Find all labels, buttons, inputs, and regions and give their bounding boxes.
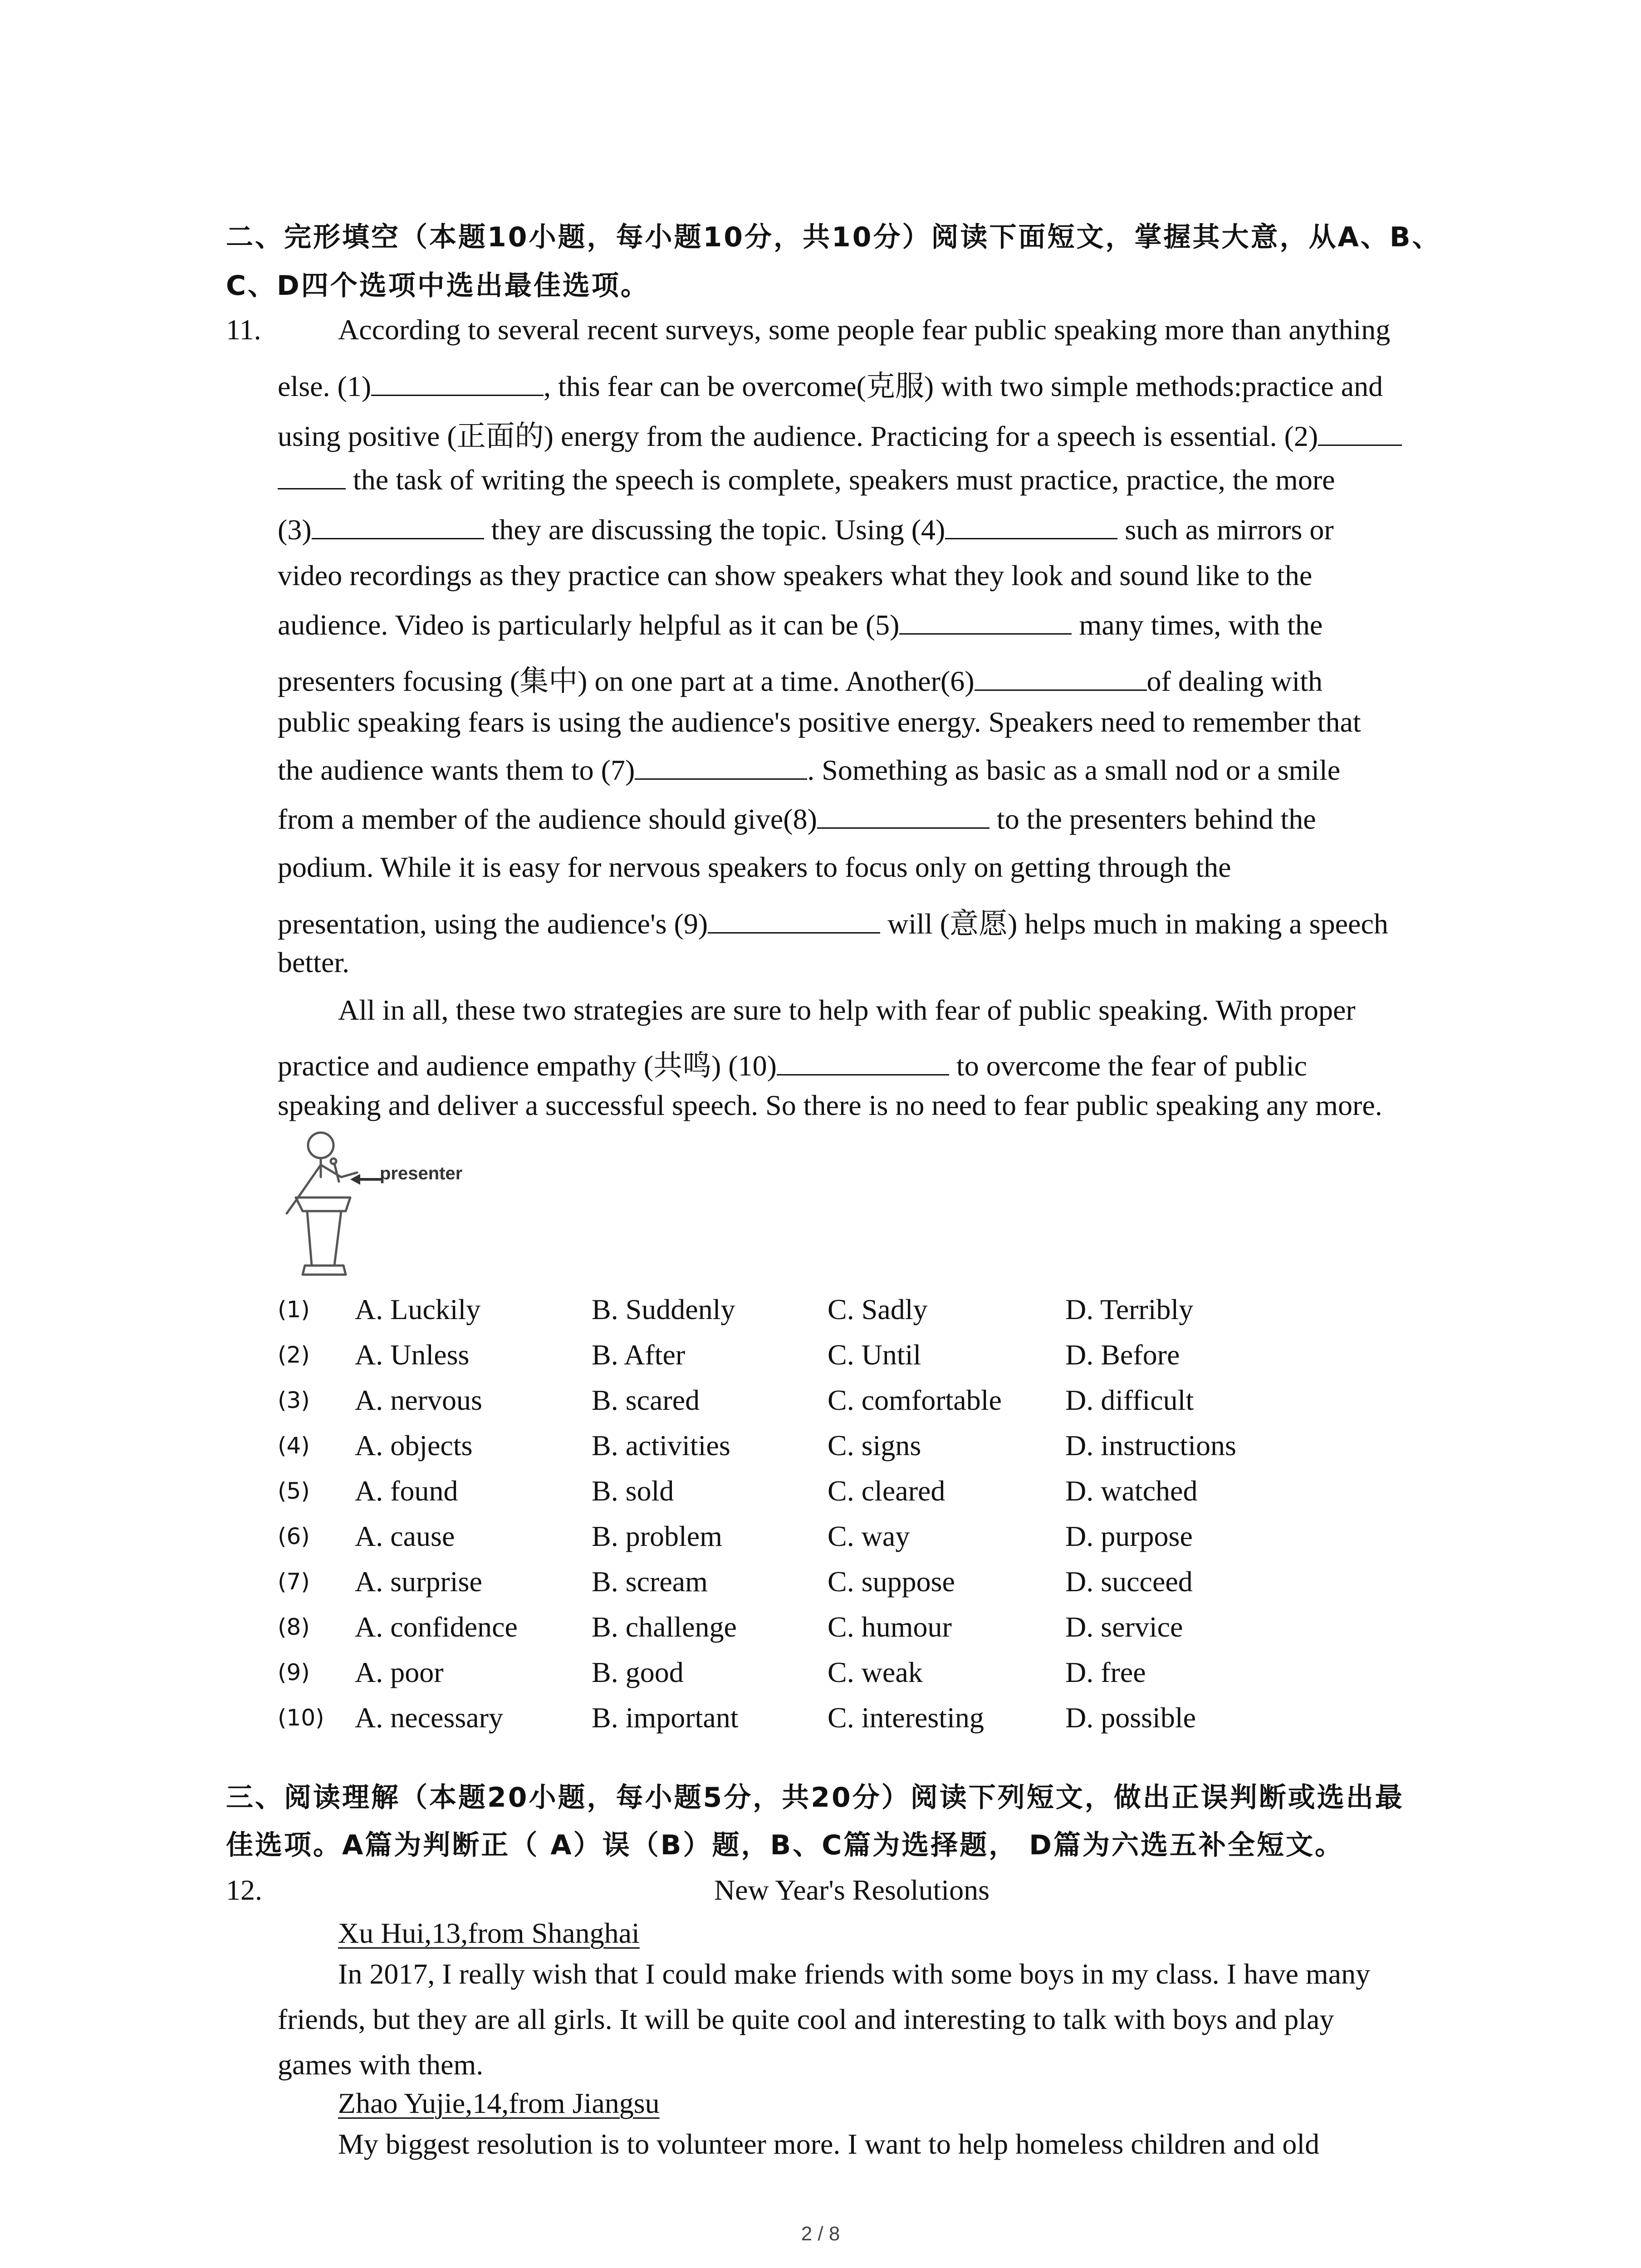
option-number: (8) (278, 1614, 310, 1640)
option-a: A. confidence (355, 1611, 518, 1643)
option-a: A. necessary (355, 1701, 503, 1734)
passage-text: they are discussing the topic. Using (4) (484, 513, 945, 546)
q12-line: In 2017, I really wish that I could make friends with some boys in my class. I have many (338, 1958, 1371, 1990)
presenter-illustration (278, 1129, 500, 1279)
blank-10 (777, 1049, 949, 1075)
option-a: A. found (355, 1475, 458, 1507)
option-c: C. interesting (828, 1701, 984, 1734)
passage-text: to the presenters behind the (989, 803, 1316, 835)
q11-line (278, 608, 1323, 642)
option-d: D. succeed (1065, 1565, 1193, 1598)
option-a: A. poor (355, 1656, 444, 1688)
presenter-figure (278, 1129, 500, 1279)
presenter-label: presenter (380, 1163, 463, 1183)
section3-heading-line1: 三、阅读理解（本题20小题，每小题5分，共20分）阅读下列短文，做出正误判断或选出最 (226, 1782, 1404, 1813)
option-number: (10) (278, 1705, 324, 1731)
option-d: D. free (1065, 1656, 1146, 1688)
q11-line (278, 900, 1388, 942)
q12-line: My biggest resolution is to volunteer more. I want to help homeless children and old (338, 2128, 1320, 2160)
option-a: A. objects (355, 1429, 473, 1461)
option-b: B. good (592, 1656, 684, 1688)
option-row (278, 1520, 1367, 1565)
option-d: D. Terribly (1065, 1293, 1194, 1325)
option-a: A. surprise (355, 1565, 482, 1598)
blank-7 (635, 753, 807, 780)
q11-line: speaking and deliver a successful speech. So there is no need to fear public speaking any more. (278, 1089, 1382, 1121)
section2-heading-line1: 二、完形填空（本题10小题，每小题10分，共10分）阅读下面短文，掌握其大意，从A、B、 (226, 221, 1441, 253)
option-a: A. cause (355, 1520, 455, 1552)
option-row (278, 1656, 1367, 1701)
option-c: C. suppose (828, 1565, 955, 1598)
option-b: B. challenge (592, 1611, 737, 1643)
blank-4 (945, 513, 1117, 539)
option-b: B. problem (592, 1520, 722, 1552)
option-c: C. Until (828, 1339, 921, 1371)
passage-text: , this fear can be overcome(克服) with two simple methods:practice and (544, 370, 1383, 402)
passage-text: the task of writing the speech is complete, speakers must practice, practice, the more (346, 464, 1335, 496)
q11-line (278, 463, 1335, 497)
q11-line (278, 413, 1402, 455)
option-d: D. Before (1065, 1339, 1180, 1371)
q11-number: 11. (226, 313, 261, 346)
blank-1 (371, 369, 544, 396)
q12-number: 12. (226, 1874, 262, 1906)
option-d: D. service (1065, 1611, 1183, 1643)
section3-heading-line2: 佳选项。A篇为判断正（ A）误（B）题，B、C篇为选择题， D篇为六选五补全短文。 (226, 1829, 1344, 1861)
blank-6 (975, 664, 1147, 691)
option-c: C. way (828, 1520, 910, 1552)
blank-9 (708, 907, 880, 934)
option-row (278, 1474, 1367, 1520)
option-row (278, 1383, 1367, 1429)
option-b: B. After (592, 1339, 686, 1371)
passage-text: audience. Video is particularly helpful as it can be (5) (278, 609, 900, 641)
section2-heading-line2: C、D四个选项中选出最佳选项。 (226, 270, 650, 302)
passage-text: of dealing with (1146, 665, 1323, 697)
passage-text: (3) (278, 513, 312, 546)
q11-line (278, 753, 1340, 787)
page-number: 2 / 8 (801, 2223, 840, 2245)
option-b: B. sold (592, 1475, 674, 1507)
option-d: D. difficult (1065, 1384, 1194, 1416)
option-d: D. purpose (1065, 1520, 1193, 1552)
option-number: (4) (278, 1432, 310, 1459)
option-number: (5) (278, 1478, 310, 1504)
blank-8 (817, 802, 989, 829)
option-b: B. activities (592, 1429, 730, 1461)
option-number: (7) (278, 1569, 310, 1595)
q11-line (278, 363, 1383, 405)
q11-line (278, 1042, 1307, 1084)
passage-text: will (意愿) helps much in making a speech (880, 908, 1388, 940)
option-c: C. signs (828, 1429, 921, 1461)
option-b: B. scream (592, 1565, 708, 1598)
blank-5 (899, 608, 1072, 635)
option-d: D. watched (1065, 1475, 1198, 1507)
option-number: (3) (278, 1387, 310, 1413)
q11-line (278, 513, 1334, 547)
option-row (278, 1338, 1367, 1383)
q11-line: According to several recent surveys, some people fear public speaking more than anything (338, 313, 1391, 346)
q11-line (278, 658, 1323, 699)
passage-text: the audience wants them to (7) (278, 754, 635, 786)
passage-text: to overcome the fear of public (949, 1050, 1307, 1082)
passage-text: such as mirrors or (1117, 513, 1334, 546)
option-b: B. scared (592, 1384, 700, 1416)
option-b: B. Suddenly (592, 1293, 735, 1325)
passage-text: using positive (正面的) energy from the audience. Practicing for a speech is essential. (2) (278, 420, 1318, 452)
q11-line: public speaking fears is using the audience's positive energy. Speakers need to remember that (278, 706, 1361, 738)
option-row (278, 1610, 1367, 1656)
option-d: D. possible (1065, 1701, 1196, 1734)
blank-2 (1318, 419, 1402, 446)
passage-text: . Something as basic as a small nod or a smile (807, 754, 1341, 786)
option-b: B. important (592, 1701, 739, 1734)
q12-line: friends, but they are all girls. It will be quite cool and interesting to talk with boys and play (278, 2003, 1334, 2035)
option-row (278, 1701, 1367, 1746)
option-c: C. comfortable (828, 1384, 1002, 1416)
q12-person2: Zhao Yujie,14,from Jiangsu (338, 2087, 660, 2119)
q11-line: All in all, these two strategies are sure to help with fear of public speaking. With proper (338, 994, 1356, 1026)
passage-text: else. (1) (278, 370, 372, 402)
option-row (278, 1565, 1367, 1610)
q11-line: podium. While it is easy for nervous speakers to focus only on getting through the (278, 851, 1231, 883)
option-number: (9) (278, 1659, 310, 1686)
passage-text: presentation, using the audience's (9) (278, 908, 708, 940)
q12-line: games with them. (278, 2048, 484, 2081)
passage-text: presenters focusing (集中) on one part at a time. Another(6) (278, 665, 975, 697)
option-a: A. Unless (355, 1339, 470, 1371)
option-number: (2) (278, 1342, 310, 1368)
blank-2-cont (278, 463, 346, 489)
option-row (278, 1293, 1367, 1338)
blank-3 (312, 513, 484, 539)
passage-text: from a member of the audience should give(8) (278, 803, 817, 835)
passage-text: many times, with the (1072, 609, 1323, 641)
option-number: (1) (278, 1296, 310, 1323)
option-c: C. Sadly (828, 1293, 928, 1325)
q12-person1: Xu Hui,13,from Shanghai (338, 1917, 640, 1949)
q12-title: New Year's Resolutions (714, 1874, 990, 1906)
q11-line: better. (278, 946, 350, 978)
passage-text: practice and audience empathy (共鸣) (10) (278, 1050, 777, 1082)
option-c: C. weak (828, 1656, 923, 1688)
option-number: (6) (278, 1523, 310, 1549)
q11-line (278, 802, 1316, 836)
option-a: A. nervous (355, 1384, 482, 1416)
option-c: C. cleared (828, 1475, 945, 1507)
option-row (278, 1429, 1367, 1474)
option-d: D. instructions (1065, 1429, 1236, 1461)
q11-line: video recordings as they practice can show speakers what they look and sound like to the (278, 559, 1313, 591)
option-a: A. Luckily (355, 1293, 481, 1325)
option-c: C. humour (828, 1611, 952, 1643)
